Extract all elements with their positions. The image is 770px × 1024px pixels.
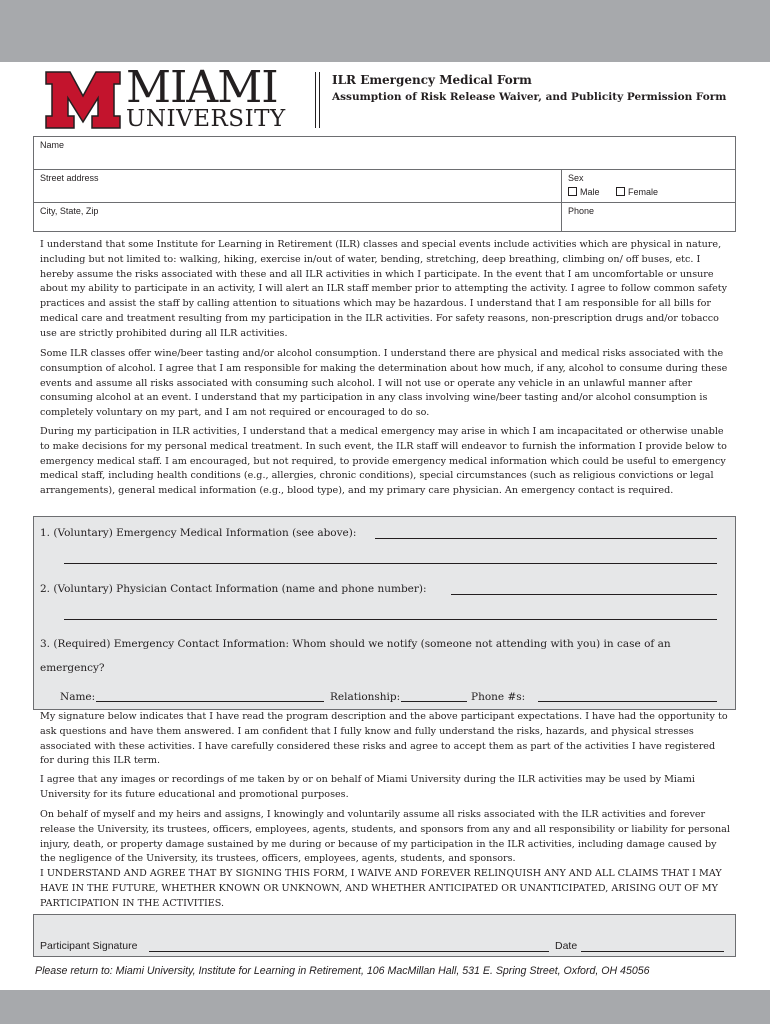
- physician-line[interactable]: [451, 594, 717, 595]
- miami-university-logo: [44, 62, 306, 132]
- contact-name-line[interactable]: [96, 701, 324, 702]
- header-divider: [319, 72, 321, 128]
- physical-risk-paragraph: I understand that some Institute for Learning in Retirement (ILR) classes and special events include activities which are physical in nature, including but not limited to: walking, hiking, exercise in/out of water, bending, stretching, deep breathing, climbing on/ off buses, etc. I hereby assume the risks associated with these and all ILR activities in which I participate. In the event that I am uncomfortable or unsure about my ability to participate in an activity, I will alert an ILR staff member prior to attempting the activity. I agree to follow common safety practices and assist the staff by calling attention to situations which may be hazardous. I understand that I am responsible for all bills for medical care and treatment resulting from my participation in the ILR activities. For safety reasons, non-prescription drugs and/or tobacco use are strictly prohibited during all ILR activities.: [40, 239, 728, 339]
- phone-numbers-label: Phone #s:: [471, 691, 526, 703]
- medical-info-line[interactable]: [375, 538, 717, 539]
- return-address: Please return to: Miami University, Institute for Learning in Retirement, 106 MacMillan Hall, 531 E. Spring Street, Oxford, OH 45056: [35, 965, 650, 977]
- female-checkbox[interactable]: [616, 187, 625, 196]
- logo-text-miami: MIAMI: [126, 62, 278, 113]
- waiver-paragraph: I UNDERSTAND AND AGREE THAT BY SIGNING THIS FORM, I WAIVE AND FOREVER RELINQUISH ANY AND ALL CLAIMS THAT I MAY HAVE IN THE FUTURE, WHETHER KNOWN OR UNKNOWN, AND WHETHER ANTICIPATED OR UNANTICIPATED, ARISING OUT OF MY PARTICIPATION IN THE ACTIVITIES.: [40, 868, 722, 909]
- street-address-label: Street address: [40, 173, 99, 183]
- emergency-contact-question: 3. (Required) Emergency Contact Information: Whom should we notify (someone not attending with you) in case of an: [40, 638, 671, 650]
- release-paragraph: On behalf of myself and my heirs and assigns, I knowingly and voluntarily assume all risks associated with the ILR activities and forever release the University, its trustees, officers, employees, agents, students, and sponsors from any and all responsibility or liability for personal injury, death, or property damage sustained by me during or because of my participation in the ILR activities, including damage caused by the negligence of the University, its trustees, officers, employees, agents, students, and sponsors.: [40, 809, 730, 865]
- phone-numbers-line[interactable]: [538, 701, 717, 702]
- acknowledgement-paragraph: My signature below indicates that I have read the program description and the above participant expectations. I have had the opportunity to ask questions and have them answered. I am confident that I fully know and fully understand the risks, hazards, and physical stresses associated with these activities. I have carefully considered these risks and agree to accept them as part of the activities I have registered for during this ILR term.: [40, 711, 728, 767]
- contact-name-label: Name:: [60, 691, 96, 703]
- header-divider: [315, 72, 317, 128]
- publicity-paragraph: I agree that any images or recordings of me taken by or on behalf of Miami University during the ILR activities may be used by Miami University for its future educational and promotional purposes.: [40, 774, 695, 800]
- contact-info-grid: [33, 136, 736, 232]
- emergency-info-box: [33, 516, 736, 710]
- name-field[interactable]: [34, 137, 735, 169]
- block-m-logo-icon: [44, 70, 122, 130]
- medical-info-line-2[interactable]: [64, 563, 717, 564]
- participant-signature-label: Participant Signature: [40, 940, 138, 952]
- form-title: ILR Emergency Medical Form: [332, 73, 532, 87]
- form-subtitle: Assumption of Risk Release Waiver, and Publicity Permission Form: [332, 91, 727, 103]
- city-state-zip-label: City, State, Zip: [40, 206, 99, 216]
- date-label: Date: [555, 940, 578, 952]
- city-state-zip-field[interactable]: [34, 203, 561, 232]
- date-line[interactable]: [581, 951, 724, 952]
- sex-field: [562, 170, 735, 202]
- name-label: Name: [40, 140, 65, 150]
- relationship-label: Relationship:: [330, 691, 401, 703]
- emergency-contact-question-cont: emergency?: [40, 662, 105, 674]
- relationship-line[interactable]: [401, 701, 467, 702]
- male-checkbox[interactable]: [568, 187, 577, 196]
- medical-info-question: 1. (Voluntary) Emergency Medical Information (see above):: [40, 527, 357, 539]
- physician-line-2[interactable]: [64, 619, 717, 620]
- sex-label: Sex: [568, 173, 584, 183]
- medical-emergency-paragraph: During my participation in ILR activities, I understand that a medical emergency may arise in which I am incapacitated or otherwise unable to make decisions for my personal medical treatment. In such event, the ILR staff will endeavor to furnish the information I provide below to emergency medical staff. I am encouraged, but not required, to provide emergency medical information which could be useful to emergency medical staff, including health conditions (e.g., allergies, chronic conditions), special circumstances (such as religious convictions or legal arrangements), general medical information (e.g., blood type), and my primary care physician. An emergency contact is required.: [40, 426, 727, 497]
- female-label: Female: [628, 187, 659, 197]
- signature-box: [33, 914, 736, 957]
- phone-field[interactable]: [562, 203, 735, 232]
- street-address-field[interactable]: [34, 170, 561, 202]
- bottom-band: [0, 990, 770, 1024]
- male-label: Male: [580, 187, 600, 197]
- phone-label: Phone: [568, 206, 595, 216]
- male-option[interactable]: [568, 187, 600, 197]
- female-option[interactable]: [616, 187, 658, 197]
- physician-question: 2. (Voluntary) Physician Contact Information (name and phone number):: [40, 583, 427, 595]
- top-band: [0, 0, 770, 62]
- alcohol-paragraph: Some ILR classes offer wine/beer tasting and/or alcohol consumption. I understand there are physical and medical risks associated with the consumption of alcohol. I agree that I am responsible for making the determination about how much, if any, alcohol to consume during these events and assume all risks associated with consuming such alcohol. I will not use or operate any vehicle in an unlawful manner after consuming alcohol at an event. I understand that my participation in any class involving wine/beer tasting and/or alcohol consumption is completely voluntary on my part, and I am not required or encouraged to do so.: [40, 348, 728, 419]
- logo-text-university: UNIVERSITY: [126, 106, 286, 132]
- participant-signature-line[interactable]: [149, 951, 549, 952]
